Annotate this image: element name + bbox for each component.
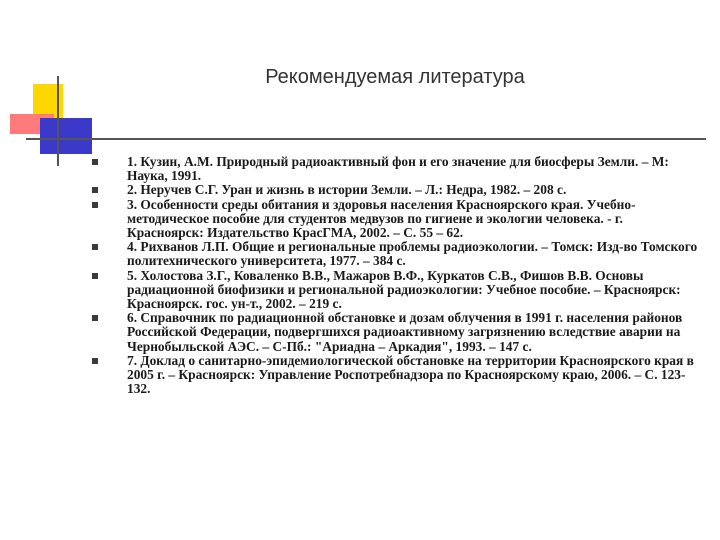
bullet-icon: [92, 315, 98, 321]
decor-vertical-line: [57, 76, 59, 166]
title-divider: [26, 138, 706, 140]
reference-item: [92, 240, 702, 268]
bullet-icon: [92, 187, 98, 193]
reference-item: [92, 155, 702, 183]
reference-text: 4. Рихванов Л.П. Общие и региональные проблемы радиоэкологии. – Томск: Изд-во Томского политехнического университета, 1977. – 384 с.: [127, 239, 698, 269]
decor-blue-square: [40, 118, 92, 154]
reference-text: 1. Кузин, А.М. Природный радиоактивный фон и его значение для биосферы Земли. – М: Наука, 1991.: [127, 154, 669, 184]
bullet-icon: [92, 202, 98, 208]
bullet-icon: [92, 358, 98, 364]
reference-item: [92, 311, 702, 354]
slide-title: Рекомендуемая литература: [265, 66, 525, 88]
reference-list: [92, 155, 702, 396]
reference-item: [92, 354, 702, 397]
reference-text: 2. Неручев С.Г. Уран и жизнь в истории Земли. – Л.: Недра, 1982. – 208 с.: [127, 182, 567, 198]
reference-item: [92, 183, 702, 197]
bullet-icon: [92, 159, 98, 165]
reference-text: 7. Доклад о санитарно-эпидемиологической обстановке на территории Красноярского края в 2005 г. – Красноярск: Управление Роспотребнадзора по Красноярскому краю, 2006. – С. 123-132.: [127, 352, 694, 397]
reference-text: 6. Справочник по радиационной обстановке и дозам облучения в 1991 г. населения районов Российской Федерации, подвергшихся радиоактивному загрязнению вследствие аварии на Чернобыльской АЭС. – С-Пб.: "Ариадна – Аркадия", 1993. – 147 с.: [127, 310, 683, 354]
reference-item: [92, 198, 702, 241]
bullet-icon: [92, 244, 98, 250]
reference-text: 5. Холостова З.Г., Коваленко В.В., Мажаров В.Ф., Куркатов С.В., Фишов В.В. Основы радиационной биофизики и региональной радиоэкологии: Учебное пособие. – Красноярск: Красноярск. гос. ун-т., 2002. – 219 с.: [127, 267, 681, 312]
bullet-icon: [92, 273, 98, 279]
reference-text: 3. Особенности среды обитания и здоровья населения Красноярского края. Учебно-методическое пособие для студентов медвузов по гигиене и экологии человека. - г. Красноярск: Издательство КрасГМА, 2002. – С. 55 – 62.: [127, 196, 636, 241]
reference-item: [92, 269, 702, 312]
